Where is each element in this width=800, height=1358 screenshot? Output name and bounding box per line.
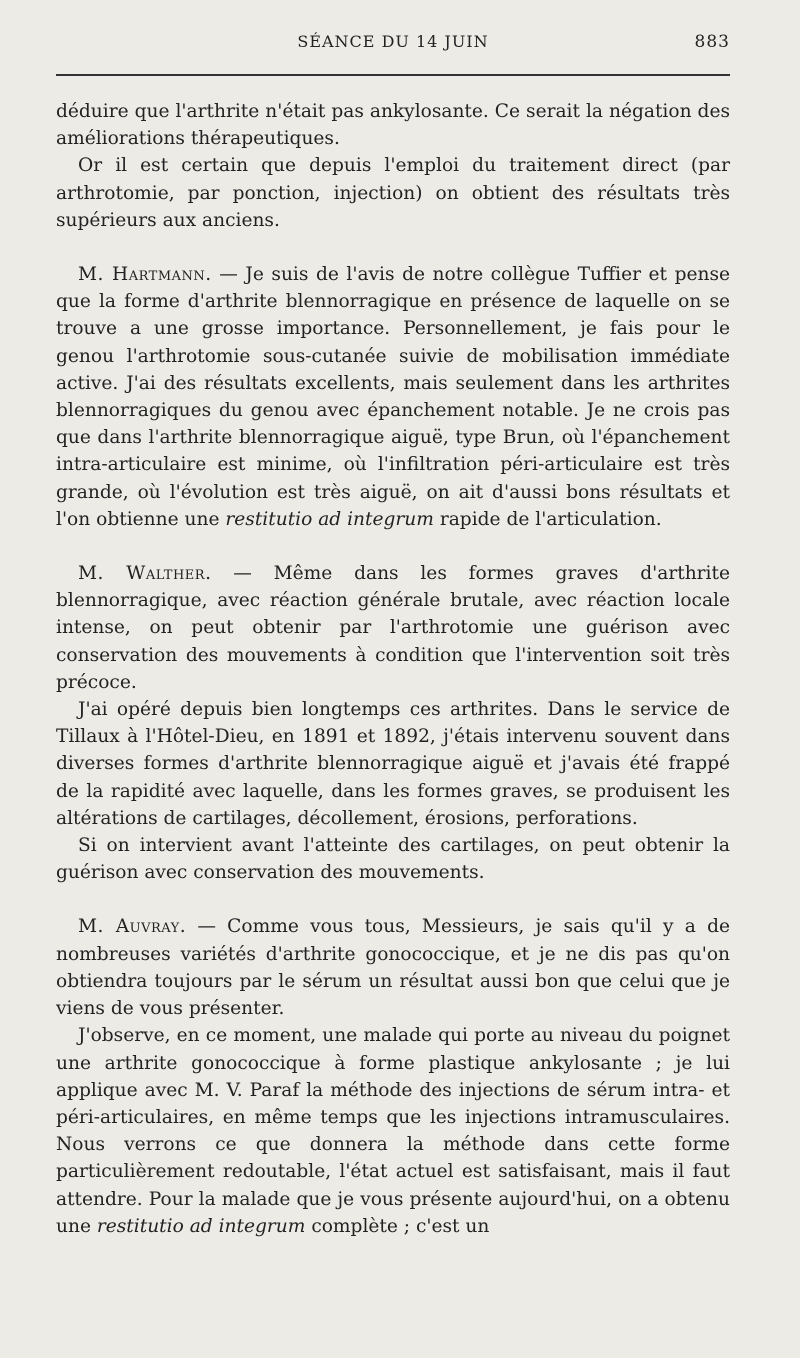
paragraph: Or il est certain que depuis l'emploi du traitement direct (par arthrotomie, par ponction, injection) on obtient des résultats très supérieurs aux anciens. [56,155,730,231]
latin-phrase: restitutio ad integrum [96,1215,306,1237]
latin-phrase: restitutio ad integrum [225,508,434,530]
header-title: SÉANCE DU 14 JUIN [297,32,489,51]
paragraph: Si on intervient avant l'atteinte des cartilages, on peut obtenir la guérison avec conservation des mouvements. [56,835,730,884]
paragraph-walther: M. Walther. — Même dans les formes graves d'arthrite blennorragique, avec réaction générale brutale, avec réaction locale intense, on peut obtenir par l'arthrotomie une guérison avec conservation des mouvements à condition que l'intervention soit très précoce. [56,563,730,693]
running-header [56,0,730,66]
paragraph: J'ai opéré depuis bien longtemps ces arthrites. Dans le service de Tillaux à l'Hôtel-Dieu, en 1891 et 1892, j'étais intervenu souvent dans diverses formes d'arthrite blennorragique aiguë et j'avais été frappé de la rapidité avec laquelle, dans les formes graves, se produisent les altérations de cartilages, décollement, érosions, perforations. [56,699,730,829]
speaker-name: M. Walther. [78,563,212,585]
paragraph: déduire que l'arthrite n'était pas ankylosante. Ce serait la négation des améliorations thérapeutiques. [56,101,730,150]
body-text [56,98,730,1240]
header-rule [56,74,730,76]
paragraph-auvray: M. Auvray. — Comme vous tous, Messieurs, je sais qu'il y a de nombreuses variétés d'arthrite gonococcique, et je ne dis pas qu'on obtiendra toujours par le sérum un résultat aussi bon que celui que je viens de vous présenter. [56,916,730,1020]
paragraph: J'observe, en ce moment, une malade qui porte au niveau du poignet une arthrite gonococcique à forme plastique ankylosante ; je lui applique avec M. V. Paraf la méthode des injections de sérum intra- et péri-articulaires, en même temps que les injections intramusculaires. Nous verrons ce que donnera la méthode dans cette forme particulièrement redoutable, l'état actuel est satisfaisant, mais il faut attendre. Pour la malade que je vous présente aujourd'hui, on a obtenu une restitutio ad integrum complète ; c'est un [56,1025,730,1237]
page-number: 883 [694,32,730,52]
paragraph-hartmann: M. Hartmann. — Je suis de l'avis de notre collègue Tuffier et pense que la forme d'arthrite blennorragique en présence de laquelle on se trouve a une grosse importance. Personnellement, je fais pour le genou l'arthrotomie sous-cutanée suivie de mobilisation immédiate active. J'ai des résultats excellents, mais seulement dans les arthrites blennorragiques du genou avec épanchement notable. Je ne crois pas que dans l'arthrite blennorragique aiguë, type Brun, où l'épanchement intra-articulaire est minime, où l'infiltration péri-articulaire est très grande, où l'évolution est très aiguë, on ait d'aussi bons résultats et l'on obtienne une restitutio ad integrum rapide de l'articulation. [56,264,730,530]
speaker-name: M. Auvray. [78,916,187,938]
speaker-name: M. Hartmann. [78,264,212,286]
